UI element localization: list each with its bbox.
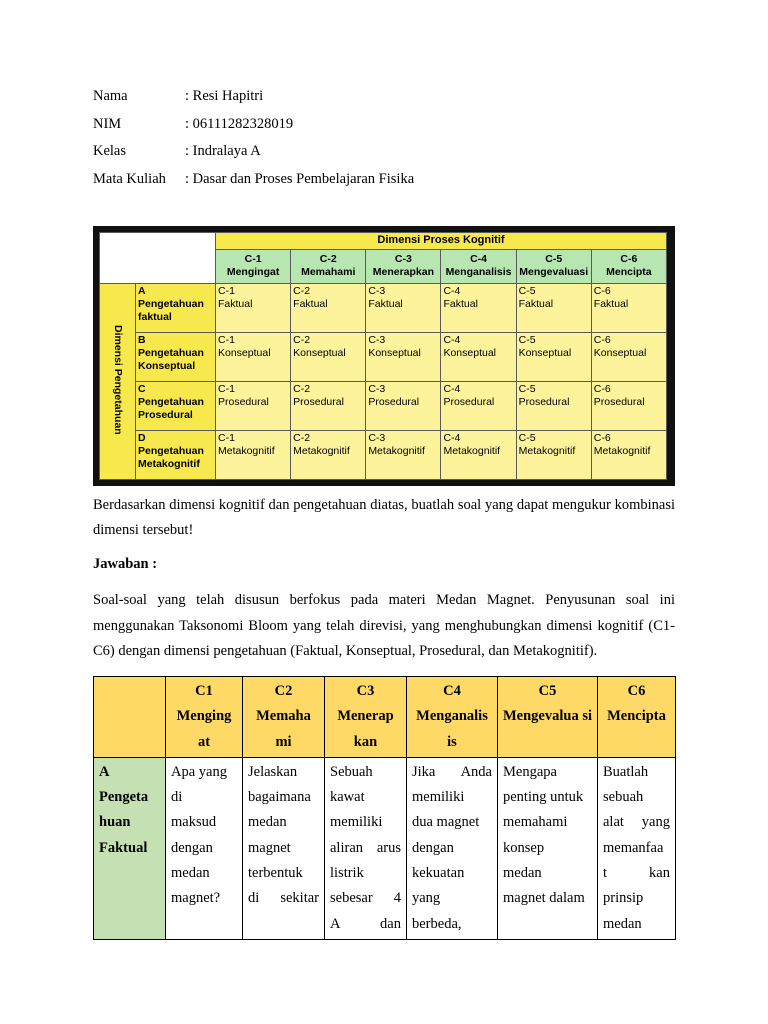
info-value: : Dasar dan Proses Pembelajaran Fisika	[185, 170, 415, 187]
answer-table-header-row	[94, 677, 676, 758]
row-header: C Pengetahuan Prosedural	[136, 381, 216, 430]
taxonomy-cell: C-3 Prosedural	[366, 381, 441, 430]
column-header: C-2 Memahami	[291, 250, 366, 284]
column-header: C-3 Menerapkan	[366, 250, 441, 284]
blank-corner	[100, 233, 216, 284]
answer-heading: Jawaban :	[93, 556, 158, 572]
info-value: : Indralaya A	[185, 143, 261, 159]
taxonomy-table	[99, 232, 667, 480]
taxonomy-cell: C-4 Metakognitif	[441, 430, 516, 479]
column-header: C-4 Menganalisis	[441, 250, 516, 284]
taxonomy-cell: C-3 Faktual	[366, 283, 441, 332]
taxonomy-cell: C-3 Metakognitif	[366, 430, 441, 479]
info-label: Nama	[93, 88, 128, 104]
row-header: B Pengetahuan Konseptual	[136, 332, 216, 381]
header-cell: C4 Menganalis is	[407, 677, 498, 758]
header-cell-empty	[94, 677, 166, 758]
bloom-taxonomy-image	[93, 226, 675, 486]
taxonomy-cell: C-2 Konseptual	[291, 332, 366, 381]
info-label: NIM	[93, 115, 122, 132]
taxonomy-cell: C-5 Faktual	[516, 283, 591, 332]
taxonomy-cell: C-1 Prosedural	[216, 381, 291, 430]
question-paragraph: Berdasarkan dimensi kognitif dan pengetahuan diatas, buatlah soal yang dapat mengukur kombinasi dimensi tersebut!	[93, 497, 675, 538]
taxonomy-cell: C-2 Faktual	[291, 283, 366, 332]
column-header: C-5 Mengevaluasi	[516, 250, 591, 284]
row-header: A Pengetahuan faktual	[136, 283, 216, 332]
column-header: C-1 Mengingat	[216, 250, 291, 284]
taxonomy-cell: C-3 Konseptual	[366, 332, 441, 381]
knowledge-dimension-title: Dimensi Pengetahuan	[100, 283, 136, 479]
answer-table	[93, 676, 676, 940]
taxonomy-cell: C-4 Konseptual	[441, 332, 516, 381]
taxonomy-cell: C-2 Metakognitif	[291, 430, 366, 479]
taxonomy-cell: C-2 Prosedural	[291, 381, 366, 430]
info-row-class	[93, 141, 414, 169]
student-info	[93, 86, 414, 196]
taxonomy-cell: C-5 Konseptual	[516, 332, 591, 381]
taxonomy-cell: C-4 Faktual	[441, 283, 516, 332]
row-label-cell: A Pengeta huan Faktual	[94, 757, 166, 939]
header-cell: C1 Menging at	[166, 677, 243, 758]
taxonomy-cell: C-6 Prosedural	[591, 381, 666, 430]
taxonomy-cell: C-5 Metakognitif	[516, 430, 591, 479]
taxonomy-cell: C-6 Konseptual	[591, 332, 666, 381]
info-value: : 06111282328019	[185, 115, 294, 132]
header-cell: C5 Mengevalua si	[498, 677, 598, 758]
header-cell: C6 Mencipta	[598, 677, 676, 758]
info-row-course	[93, 169, 414, 197]
info-label: Mata Kuliah	[93, 170, 166, 187]
info-label: Kelas	[93, 143, 127, 159]
row-header: D Pengetahuan Metakognitif	[136, 430, 216, 479]
taxonomy-cell: C-1 Faktual	[216, 283, 291, 332]
question-cell-c4: Jika Anda memiliki dua magnet dengan kekuatan yang berbeda,	[407, 757, 498, 939]
header-cell: C3 Menerap kan	[325, 677, 407, 758]
taxonomy-cell: C-1 Konseptual	[216, 332, 291, 381]
info-value: : Resi Hapitri	[185, 88, 264, 104]
taxonomy-cell: C-4 Prosedural	[441, 381, 516, 430]
question-cell-c6: Buatlah sebuah alat yang memanfaa t kan prinsip medan	[598, 757, 676, 939]
header-cell: C2 Memaha mi	[243, 677, 325, 758]
question-cell-c2: Jelaskan bagaimana medan magnet terbentuk di sekitar	[243, 757, 325, 939]
question-cell-c1: Apa yang di maksud dengan medan magnet?	[166, 757, 243, 939]
question-cell-c3: Sebuah kawat memiliki aliran arus listrik sebesar 4 A dan	[325, 757, 407, 939]
info-row-nim	[93, 114, 414, 142]
taxonomy-cell: C-6 Faktual	[591, 283, 666, 332]
taxonomy-cell: C-1 Metakognitif	[216, 430, 291, 479]
taxonomy-cell: C-6 Metakognitif	[591, 430, 666, 479]
answer-table-row	[94, 757, 676, 939]
process-dimension-title: Dimensi Proses Kognitif	[216, 233, 667, 250]
answer-paragraph: Soal-soal yang telah disusun berfokus pada materi Medan Magnet. Penyusunan soal ini menggunakan Taksonomi Bloom yang telah direvisi, yang menghubungkan dimensi kognitif (C1-C6) dengan dimensi pengetahuan (Faktual, Konseptual, Prosedural, dan Metakognitif).	[93, 592, 675, 659]
question-cell-c5: Mengapa penting untuk memahami konsep medan magnet dalam	[498, 757, 598, 939]
info-row-name	[93, 86, 414, 114]
column-header: C-6 Mencipta	[591, 250, 666, 284]
taxonomy-cell: C-5 Prosedural	[516, 381, 591, 430]
